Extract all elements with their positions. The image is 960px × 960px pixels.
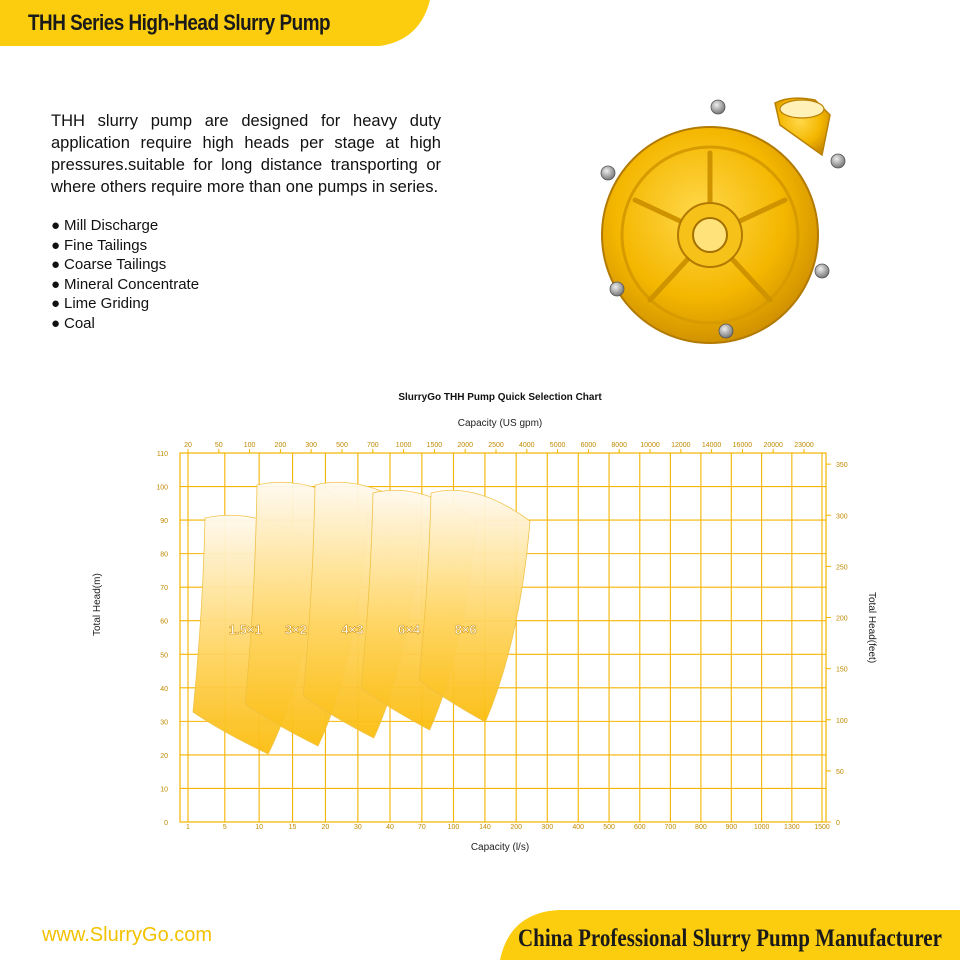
top-tick-label: 200: [274, 442, 287, 449]
pump-size-label: 6×4: [398, 621, 421, 637]
bottom-tick-label: 100: [447, 824, 460, 831]
top-tick-label: 300: [305, 442, 318, 449]
bullet-icon: ●: [51, 236, 61, 254]
bottom-tick-label: 1500: [814, 824, 830, 831]
bottom-tick-label: 1300: [784, 824, 800, 831]
right-tick-label: 150: [836, 666, 848, 674]
left-tick-label: 60: [160, 618, 168, 626]
bullet-icon: ●: [51, 217, 61, 234]
top-tick-label: 5000: [549, 442, 566, 449]
right-tick-label: 350: [836, 462, 848, 470]
right-tick-label: 100: [836, 717, 848, 725]
bottom-tick-label: 500: [603, 824, 615, 831]
bottom-tick-label: 900: [725, 824, 738, 831]
top-tick-label: 50: [214, 442, 223, 449]
left-tick-label: 80: [160, 551, 168, 559]
top-tick-label: 1500: [426, 442, 443, 449]
bottom-axis-label: Capacity (l/s): [470, 842, 530, 853]
bottom-tick-label: 20: [321, 824, 330, 831]
page-title: THH Series High-Head Slurry Pump: [28, 10, 331, 35]
pump-size-label: 1.5×1: [228, 621, 262, 637]
right-tick-label: 200: [836, 615, 848, 623]
right-axis-label: Total Head(feet): [866, 592, 877, 664]
chart-title: SlurryGo THH Pump Quick Selection Chart: [398, 392, 602, 403]
bottom-tick-label: 200: [510, 824, 523, 831]
top-tick-label: 8000: [611, 442, 627, 449]
feature-item: [51, 294, 199, 314]
top-tick-label: 700: [366, 442, 379, 449]
feature-item: [51, 216, 199, 236]
selection-chart: [150, 430, 850, 840]
right-tick-label: 0: [836, 820, 840, 827]
right-tick-label: 300: [836, 513, 848, 521]
bullet-icon: ●: [51, 314, 61, 332]
top-tick-label: 20: [184, 442, 192, 449]
bottom-tick-label: 300: [541, 824, 554, 831]
left-tick-label: 10: [160, 786, 168, 794]
top-tick-label: 23000: [794, 442, 814, 449]
bottom-tick-label: 800: [695, 824, 707, 831]
top-tick-label: 2500: [488, 442, 504, 449]
pump-size-label: 8×6: [454, 621, 477, 637]
right-tick-label: 50: [836, 768, 844, 776]
left-tick-label: 20: [160, 752, 168, 760]
feature-item: [51, 314, 199, 334]
bottom-tick-label: 600: [633, 824, 646, 831]
bottom-tick-label: 10: [255, 824, 264, 831]
feature-label: Fine Tailings: [64, 236, 148, 254]
left-tick-label: 30: [160, 719, 168, 727]
top-tick-label: 6000: [580, 442, 597, 449]
top-tick-label: 16000: [732, 442, 753, 449]
top-tick-label: 4000: [519, 442, 535, 449]
top-tick-label: 2000: [457, 442, 473, 449]
intro-paragraph: THH slurry pump are designed for heavy duty application require high heads per stage at high pressures.suitable for long distance transporting or where others require more than one pumps in series.: [51, 112, 441, 196]
top-tick-label: 1000: [395, 442, 412, 449]
left-tick-label: 0: [164, 820, 168, 827]
feature-label: Mineral Concentrate: [64, 275, 200, 293]
right-tick-label: 250: [836, 564, 848, 572]
bottom-tick-label: 400: [572, 824, 585, 831]
feature-label: Mill Discharge: [64, 217, 159, 234]
pump-size-label: 3×2: [284, 621, 307, 637]
left-tick-label: 110: [156, 451, 168, 458]
bottom-tick-label: 30: [353, 824, 362, 831]
left-tick-label: 100: [156, 484, 168, 492]
left-tick-label: 40: [160, 685, 168, 693]
bullet-icon: ●: [51, 256, 61, 273]
left-tick-label: 70: [160, 585, 168, 593]
top-tick-label: 14000: [701, 442, 722, 449]
pump-size-label: 4×3: [341, 621, 364, 637]
feature-item: [51, 255, 199, 275]
top-tick-label: 12000: [671, 442, 691, 449]
feature-label: Lime Griding: [64, 295, 150, 312]
company-tagline: China Professional Slurry Pump Manufacturer: [518, 925, 942, 952]
top-axis-label: Capacity (US gpm): [457, 418, 543, 429]
feature-label: Coal: [64, 314, 95, 332]
feature-item: [51, 236, 199, 256]
bottom-tick-label: 700: [664, 824, 677, 831]
bullet-icon: ●: [51, 275, 61, 293]
pump-image: [590, 95, 860, 350]
bottom-tick-label: 40: [386, 824, 394, 831]
left-tick-label: 90: [160, 518, 168, 526]
bottom-tick-label: 1000: [753, 824, 770, 831]
bottom-tick-label: 1: [186, 824, 190, 831]
bottom-tick-label: 70: [417, 824, 426, 831]
bottom-tick-label: 15: [288, 824, 297, 831]
bottom-tick-label: 140: [479, 824, 491, 831]
top-banner: [0, 0, 960, 48]
bullet-icon: ●: [51, 295, 61, 312]
top-tick-label: 10000: [640, 442, 660, 449]
feature-list: [51, 216, 199, 333]
top-tick-label: 500: [336, 442, 348, 449]
feature-label: Coarse Tailings: [64, 256, 167, 273]
left-axis-label: Total Head(m): [92, 573, 103, 636]
left-tick-label: 50: [160, 652, 168, 660]
website-link[interactable]: www.SlurryGo.com: [42, 924, 213, 946]
bottom-tick-label: 5: [222, 824, 227, 831]
top-tick-label: 20000: [763, 442, 783, 449]
top-tick-label: 100: [243, 442, 256, 449]
feature-item: [51, 275, 199, 295]
